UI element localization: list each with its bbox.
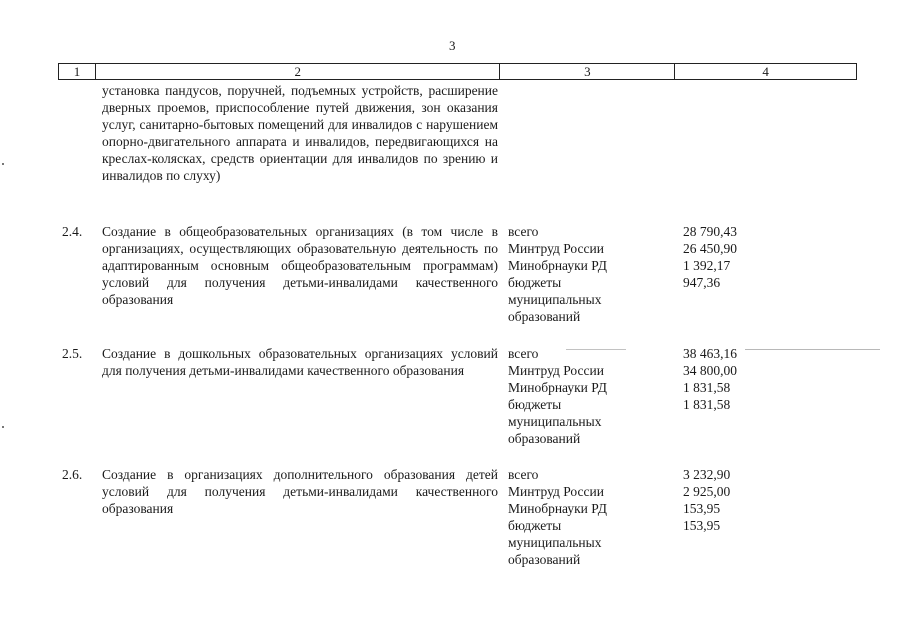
scan-speck xyxy=(2,163,4,165)
source-label: муниципальных xyxy=(508,414,602,429)
amount-value: 1 831,58 xyxy=(683,397,731,412)
source-label: бюджеты xyxy=(508,518,562,533)
amount-value: 1 831,58 xyxy=(683,380,731,395)
amount-value: 947,36 xyxy=(683,275,721,290)
source-label: образований xyxy=(508,431,581,446)
row-text-2-6: Создание в организациях дополнительного образования детей условий для получения детьми-инвалидами качественного образования xyxy=(102,467,498,516)
scan-speck xyxy=(2,426,4,428)
amount-value: 3 232,90 xyxy=(683,467,731,482)
row-amounts-2-5 xyxy=(683,345,843,413)
scan-artifact-line xyxy=(566,349,626,350)
source-label: Минобрнауки РД xyxy=(508,501,607,516)
source-label: бюджеты xyxy=(508,397,562,412)
source-label: Минобрнауки РД xyxy=(508,258,607,273)
source-label: Минтруд России xyxy=(508,241,604,256)
row-sources-2-5 xyxy=(508,345,668,447)
row-text-2-5: Создание в дошкольных образовательных организациях условий для получения детьми-инвалидами качественного образования xyxy=(102,346,498,378)
row-text-2-4: Создание в общеобразовательных организациях (в том числе в организациях, осуществляющих образовательную деятельность по адаптированным основным общеобразовательным программам) условий для получения детьми-инвалидами качественного образования xyxy=(102,224,498,307)
scan-artifact-line xyxy=(745,349,880,350)
source-label: всего xyxy=(508,467,539,482)
amount-value: 1 392,17 xyxy=(683,258,731,273)
source-label: Минтруд России xyxy=(508,363,604,378)
amount-value: 153,95 xyxy=(683,518,721,533)
row-sources-2-6 xyxy=(508,466,668,568)
source-label: бюджеты xyxy=(508,275,562,290)
amount-value: 34 800,00 xyxy=(683,363,737,378)
row-sources-2-4 xyxy=(508,223,668,325)
header-col-1: 1 xyxy=(59,64,96,80)
amount-value: 38 463,16 xyxy=(683,346,737,361)
header-col-2: 2 xyxy=(95,64,499,80)
row-number-2-4: 2.4. xyxy=(62,224,83,239)
source-label: муниципальных xyxy=(508,535,602,550)
source-label: образований xyxy=(508,552,581,567)
amount-value: 2 925,00 xyxy=(683,484,731,499)
amount-value: 153,95 xyxy=(683,501,721,516)
row-number-2-5: 2.5. xyxy=(62,346,83,361)
source-label: всего xyxy=(508,346,539,361)
source-label: всего xyxy=(508,224,539,239)
source-label: Минтруд России xyxy=(508,484,604,499)
continuation-text: установка пандусов, поручней, подъемных устройств, расширение дверных проемов, приспособление путей движения, зон оказания услуг, санитарно-бытовых помещений для инвалидов с нарушением опорно-двигательного аппарата и инвалидов, передвигающихся на креслах-колясках, средств ориентации для инвалидов по зрению и инвалидов по слуху) xyxy=(102,83,498,183)
amount-value: 26 450,90 xyxy=(683,241,737,256)
row-amounts-2-6 xyxy=(683,466,843,534)
row-number-2-6: 2.6. xyxy=(62,467,83,482)
source-label: Минобрнауки РД xyxy=(508,380,607,395)
row-amounts-2-4 xyxy=(683,223,843,291)
source-label: образований xyxy=(508,309,581,324)
amount-value: 28 790,43 xyxy=(683,224,737,239)
table-header xyxy=(58,63,857,80)
header-col-4: 4 xyxy=(675,64,857,80)
page-number: 3 xyxy=(449,38,456,53)
header-col-3: 3 xyxy=(500,64,675,80)
source-label: муниципальных xyxy=(508,292,602,307)
